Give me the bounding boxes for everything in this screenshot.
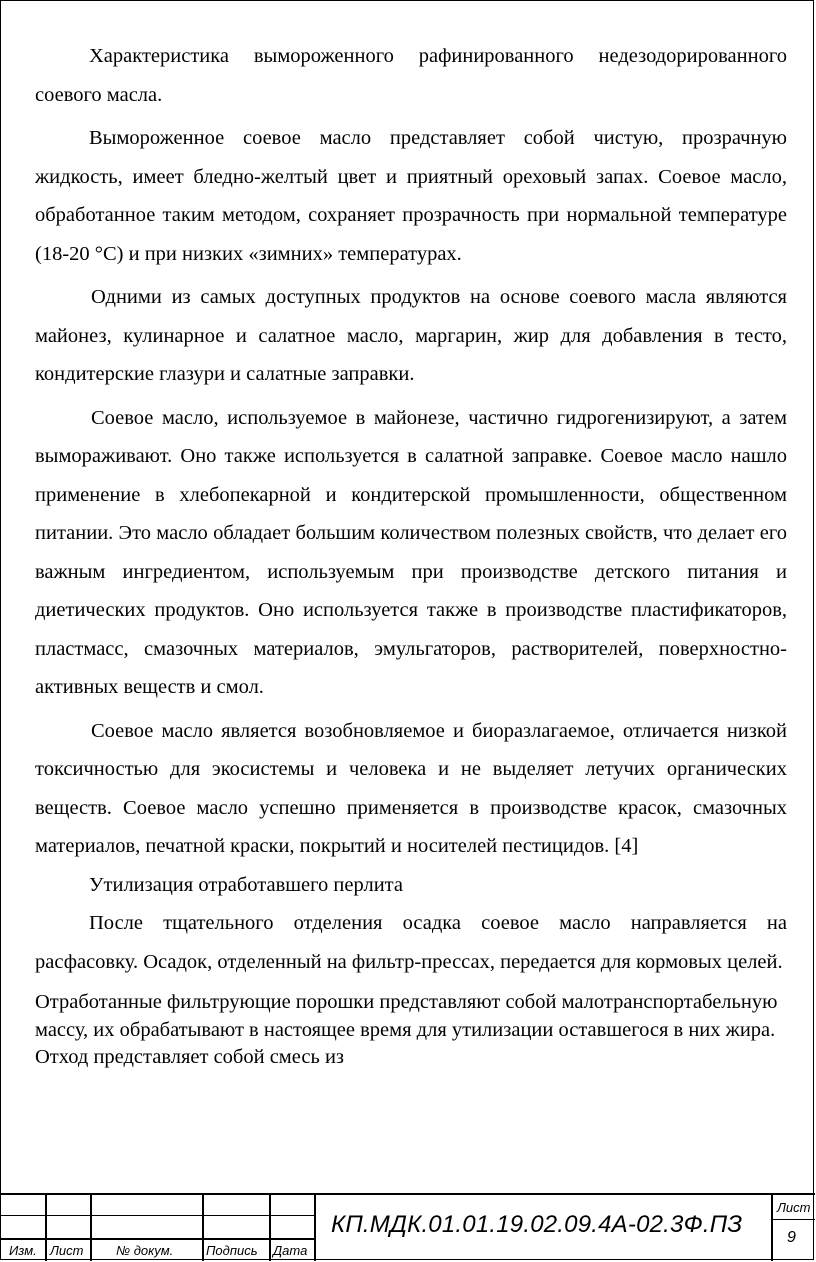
paragraph: После тщательного отделения осадка соевое масло направляется на расфасовку. Осадок, отделенный на фильтр-прессах, передается для кормовых целей. bbox=[35, 912, 787, 973]
stamp-label-podpis: Подпись bbox=[206, 1243, 258, 1258]
stamp-label-izm: Изм. bbox=[9, 1243, 37, 1258]
stamp-row-line bbox=[1, 1215, 314, 1216]
stamp-label-dokum: № докум. bbox=[116, 1243, 174, 1258]
paragraph: Соевое масло является возобновляемое и биоразлагаемое, отличается низкой токсичностью для экосистемы и человека и не выделяет летучих органических веществ. Соевое масло успешно применяется в производстве красок, смазочных материалов, печатной краски, покрытий и носителей пестицидов. [4] bbox=[35, 719, 787, 857]
stamp-divider bbox=[314, 1195, 316, 1261]
stamp-divider bbox=[202, 1195, 204, 1261]
stamp-divider bbox=[45, 1195, 47, 1261]
stamp-label-list: Лист bbox=[50, 1243, 84, 1258]
section-heading: Утилизация отработавшего перлита bbox=[89, 873, 403, 896]
paragraph-heading: Характеристика вымороженного рафинированного недезодорированного соевого масла. bbox=[35, 45, 787, 106]
paragraph: Одними из самых доступных продуктов на основе соевого масла являются майонез, кулинарное и салатное масло, маргарин, жир для добавления в тесто, кондитерские глазури и салатные заправки. bbox=[35, 286, 787, 385]
sheet-label: Лист bbox=[777, 1200, 811, 1215]
stamp-divider bbox=[771, 1195, 773, 1261]
title-block bbox=[1, 1193, 815, 1261]
stamp-divider bbox=[90, 1195, 92, 1261]
stamp-label-data: Дата bbox=[273, 1243, 308, 1258]
sheet-number: 9 bbox=[787, 1229, 796, 1246]
document-code: КП.МДК.01.01.19.02.09.4А-02.3Ф.ПЗ bbox=[331, 1211, 743, 1238]
document-body bbox=[35, 37, 787, 1072]
stamp-row-line bbox=[771, 1219, 815, 1220]
paragraph: Отработанные фильтрующие порошки представляют собой малотранспортабельную массу, их обрабатывают в настоящее время для утилизации оставшегося в них жира. Отход представляет собой смесь из bbox=[35, 991, 778, 1068]
stamp-row-line bbox=[1, 1238, 314, 1240]
paragraph: Соевое масло, используемое в майонезе, частично гидрогенизируют, а затем вымораживают. Оно также используется в салатной заправке. Соевое масло нашло применение в хлебопекарной и кондитерской промышленности, общественном питании. Это масло обладает большим количеством полезных свойств, что делает его важным ингредиентом, используемым при производстве детского питания и диетических продуктов. Оно используется также в производстве пластификаторов, пластмасс, смазочных материалов, эмульгаторов, растворителей, поверхностно-активных веществ и смол. bbox=[35, 406, 787, 698]
stamp-divider bbox=[269, 1195, 271, 1261]
paragraph: Вымороженное соевое масло представляет собой чистую, прозрачную жидкость, имеет бледно-желтый цвет и приятный ореховый запах. Соевое масло, обработанное таким методом, сохраняет прозрачность при нормальной температуре (18-20 °С) и при низких «зимних» температурах. bbox=[35, 127, 787, 265]
